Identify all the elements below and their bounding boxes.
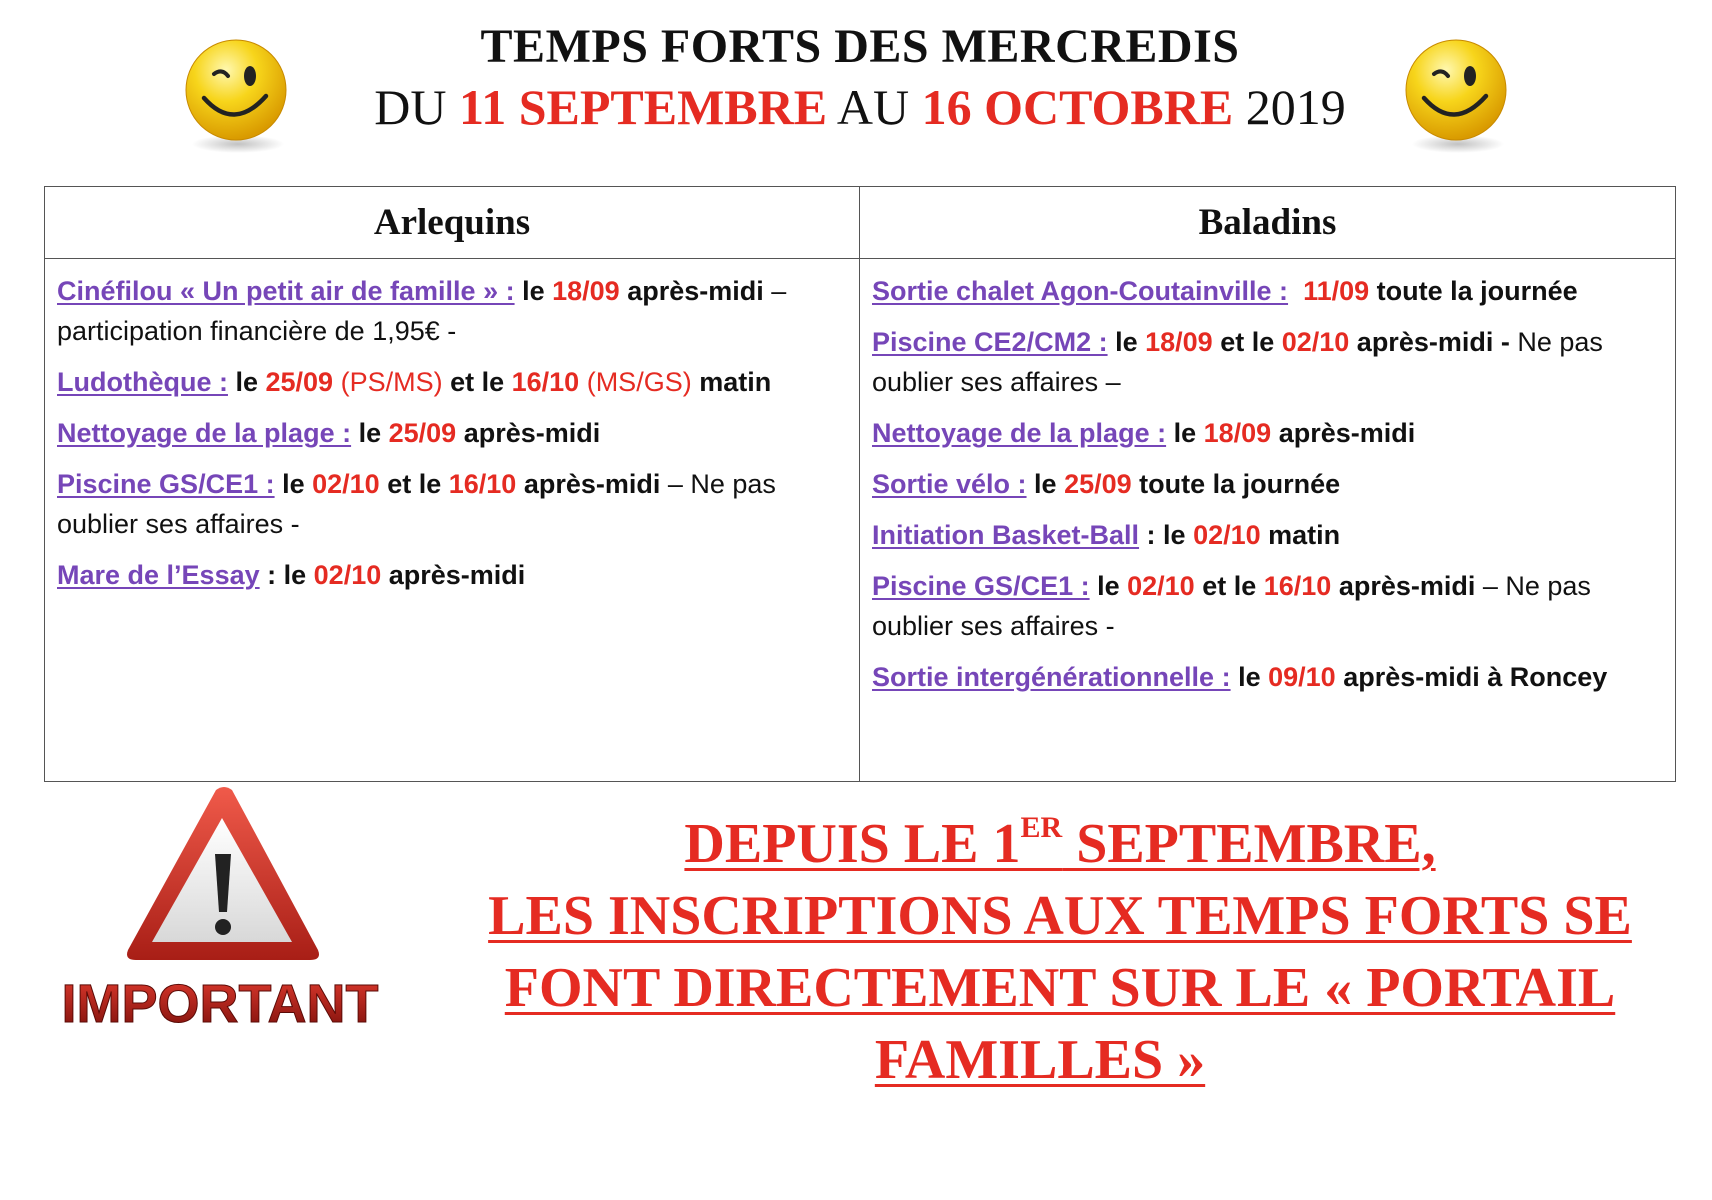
activity-date: 16/10 <box>1263 571 1332 601</box>
activity-date: 02/10 <box>312 469 380 499</box>
activity-link[interactable]: Piscine CE2/CM2 : <box>872 327 1108 357</box>
activity-entry: Nettoyage de la plage : le 18/09 après-midi <box>872 418 1416 448</box>
activity-date: 18/09 <box>1145 327 1213 357</box>
activity-link[interactable]: Initiation Basket-Ball <box>872 520 1140 550</box>
activity-entry: Piscine GS/CE1 : le 02/10 et le 16/10 après-midi – Ne pas oublier ses affaires - <box>57 469 776 539</box>
smiley-wink-icon <box>1398 36 1518 156</box>
activity-date: 25/09 <box>388 418 457 448</box>
activity-date: 02/10 <box>1281 327 1350 357</box>
activity-entry: Ludothèque : le 25/09 (PS/MS) et le 16/10 (MS/GS) matin <box>57 367 772 397</box>
title-middle: AU <box>836 79 910 135</box>
activity-link[interactable]: Nettoyage de la plage : <box>872 418 1167 448</box>
page-title <box>330 18 1390 138</box>
activity-link[interactable]: Sortie chalet Agon-Coutainville : <box>872 276 1289 306</box>
start-date: 11 SEPTEMBRE <box>458 79 828 135</box>
column-header-baladins: Baladins <box>1198 202 1337 243</box>
activity-date: 18/09 <box>1203 418 1272 448</box>
activity-entry: Piscine GS/CE1 : le 02/10 et le 16/10 après-midi – Ne pas oublier ses affaires - <box>872 571 1591 641</box>
activity-entry: Piscine CE2/CM2 : le 18/09 et le 02/10 après-midi - Ne pas oublier ses affaires – <box>872 327 1603 397</box>
registration-notice <box>440 808 1680 1096</box>
activity-entry: Mare de l’Essay : le 02/10 après-midi <box>57 560 526 590</box>
schedule-table <box>44 186 1676 782</box>
activity-date: 09/10 <box>1268 662 1336 692</box>
activity-link[interactable]: Sortie vélo : <box>872 469 1027 499</box>
activity-date: 02/10 <box>1127 571 1195 601</box>
smiley-wink-icon <box>178 36 298 156</box>
activity-entry: Initiation Basket-Ball : le 02/10 matin <box>872 520 1341 550</box>
activity-note: Ne pas oublier ses affaires – <box>872 327 1603 397</box>
title-prefix: DU <box>374 79 447 135</box>
arlequins-activities <box>57 271 852 606</box>
activity-date: 16/10 <box>511 367 580 397</box>
activity-date: 02/10 <box>313 560 382 590</box>
column-divider <box>859 187 860 781</box>
title-dates <box>330 76 1390 138</box>
activity-link[interactable]: Sortie intergénérationnelle : <box>872 662 1231 692</box>
activity-entry: Nettoyage de la plage : le 25/09 après-midi <box>57 418 601 448</box>
notice-line: FAMILLES » <box>874 1029 1206 1091</box>
activity-entry: Sortie chalet Agon-Coutainville : 11/09 toute la journée <box>872 276 1578 306</box>
warning-triangle-icon <box>40 784 400 1044</box>
activity-group: (PS/MS) <box>333 367 443 397</box>
activity-date: 11/09 <box>1303 276 1370 306</box>
header-divider <box>45 258 1675 259</box>
activity-date: 02/10 <box>1193 520 1261 550</box>
end-date: 16 OCTOBRE <box>921 79 1234 135</box>
activity-group: (MS/GS) <box>579 367 692 397</box>
activity-entry: Sortie intergénérationnelle : le 09/10 après-midi à Roncey <box>872 662 1608 692</box>
activity-entry: Sortie vélo : le 25/09 toute la journée <box>872 469 1341 499</box>
column-header-arlequins: Arlequins <box>373 202 531 243</box>
activity-note: – Ne pas oublier ses affaires - <box>57 469 776 539</box>
activity-date: 16/10 <box>448 469 517 499</box>
activity-date: 18/09 <box>552 276 620 306</box>
title-main: TEMPS FORTS DES MERCREDIS <box>480 20 1240 73</box>
notice-line: LES INSCRIPTIONS AUX TEMPS FORTS SE <box>488 885 1632 947</box>
activity-link[interactable]: Piscine GS/CE1 : <box>57 469 275 499</box>
activity-date: 25/09 <box>1064 469 1132 499</box>
activity-entry: Cinéfilou « Un petit air de famille » : le 18/09 après-midi – participation financière de 1,95€ - <box>57 276 787 346</box>
baladins-activities <box>872 271 1667 708</box>
activity-note: – participation financière de 1,95€ - <box>57 276 787 346</box>
activity-link[interactable]: Cinéfilou « Un petit air de famille » : <box>57 276 515 306</box>
notice-line: FONT DIRECTEMENT SUR LE « PORTAIL <box>504 957 1616 1019</box>
activity-link[interactable]: Piscine GS/CE1 : <box>872 571 1090 601</box>
activity-date: 25/09 <box>265 367 334 397</box>
activity-link[interactable]: Ludothèque : <box>57 367 228 397</box>
notice-line: DEPUIS LE 1ER SEPTEMBRE, <box>684 811 1436 875</box>
title-year: 2019 <box>1245 79 1346 135</box>
important-label: IMPORTANT <box>61 974 379 1034</box>
activity-link[interactable]: Nettoyage de la plage : <box>57 418 352 448</box>
activity-note: – Ne pas oublier ses affaires - <box>872 571 1591 641</box>
activity-link[interactable]: Mare de l’Essay <box>57 560 260 590</box>
